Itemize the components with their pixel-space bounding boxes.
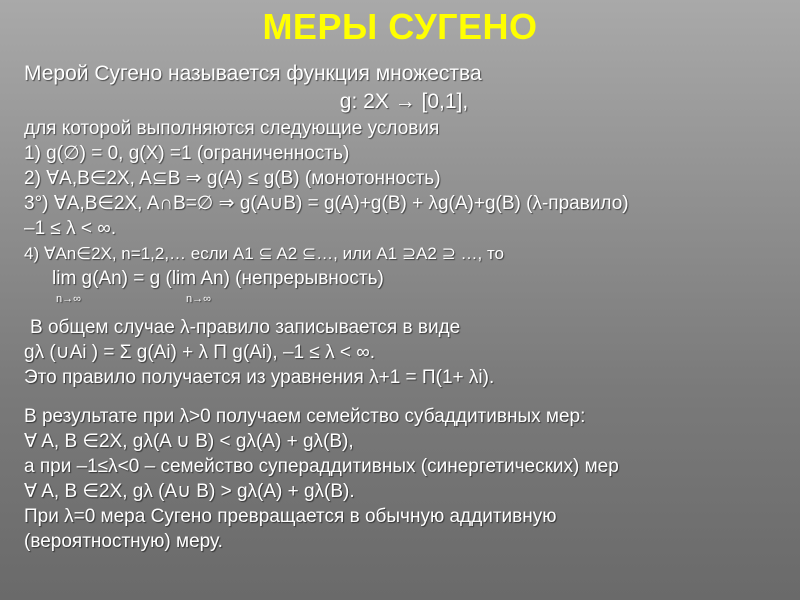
general-formula: gλ (∪Ai ) = Σ g(Ai) + λ Π g(Ai), –1 ≤ λ < ∞. — [24, 342, 376, 363]
equation-line: Это правило получается из уравнения λ+1 = Π(1+ λi). — [24, 367, 495, 388]
probability-measure: (вероятностную) меру. — [24, 531, 223, 552]
superadditive-intro: а при –1≤λ<0 – семейство супераддитивных (синергетических) мер — [24, 456, 619, 477]
additive-case: При λ=0 мера Сугено превращается в обычную аддитивную — [24, 506, 557, 527]
condition-1: 1) g(∅) = 0, g(X) =1 (ограниченность) — [24, 143, 350, 164]
general-case-line: В общем случае λ-правило записывается в виде — [30, 317, 461, 338]
limit-subscript-left: n→∞ — [56, 293, 81, 305]
condition-2: 2) ∀A,B∈2X, A⊆B ⇒ g(A) ≤ g(B) (монотонность) — [24, 168, 441, 189]
subadditive-intro: В результате при λ>0 получаем семейство субаддитивных мер: — [24, 406, 586, 427]
subadditive-formula: ∀ A, B ∈2X, gλ(A ∪ B) < gλ(A) + gλ(B), — [24, 431, 354, 452]
condition-4: 4) ∀An∈2X, n=1,2,… если A1 ⊆ A2 ⊆…, или A1 ⊇A2 ⊇ …, то — [24, 244, 504, 263]
lambda-range: –1 ≤ λ < ∞. — [24, 218, 117, 239]
conditions-intro: для которой выполняются следующие условия — [24, 118, 440, 139]
limit-subscripts — [24, 291, 784, 307]
slide-title: МЕРЫ СУГЕНО — [262, 6, 538, 47]
function-signature: g: 2X → [0,1], — [339, 90, 469, 113]
continuity-formula: lim g(An) = g (lim An) (непрерывность) — [52, 268, 384, 289]
superadditive-formula: ∀ A, B ∈2X, gλ (A∪ B) > gλ(A) + gλ(B). — [24, 481, 355, 502]
condition-3: 3°) ∀A,B∈2X, A∩B=∅ ⇒ g(A∪B) = g(A)+g(B) + λg(A)+g(B) (λ-правило) — [24, 193, 629, 214]
slide-body — [24, 60, 784, 554]
limit-subscript-right: n→∞ — [186, 293, 211, 305]
definition-line: Мерой Сугено называется функция множества — [24, 62, 482, 85]
